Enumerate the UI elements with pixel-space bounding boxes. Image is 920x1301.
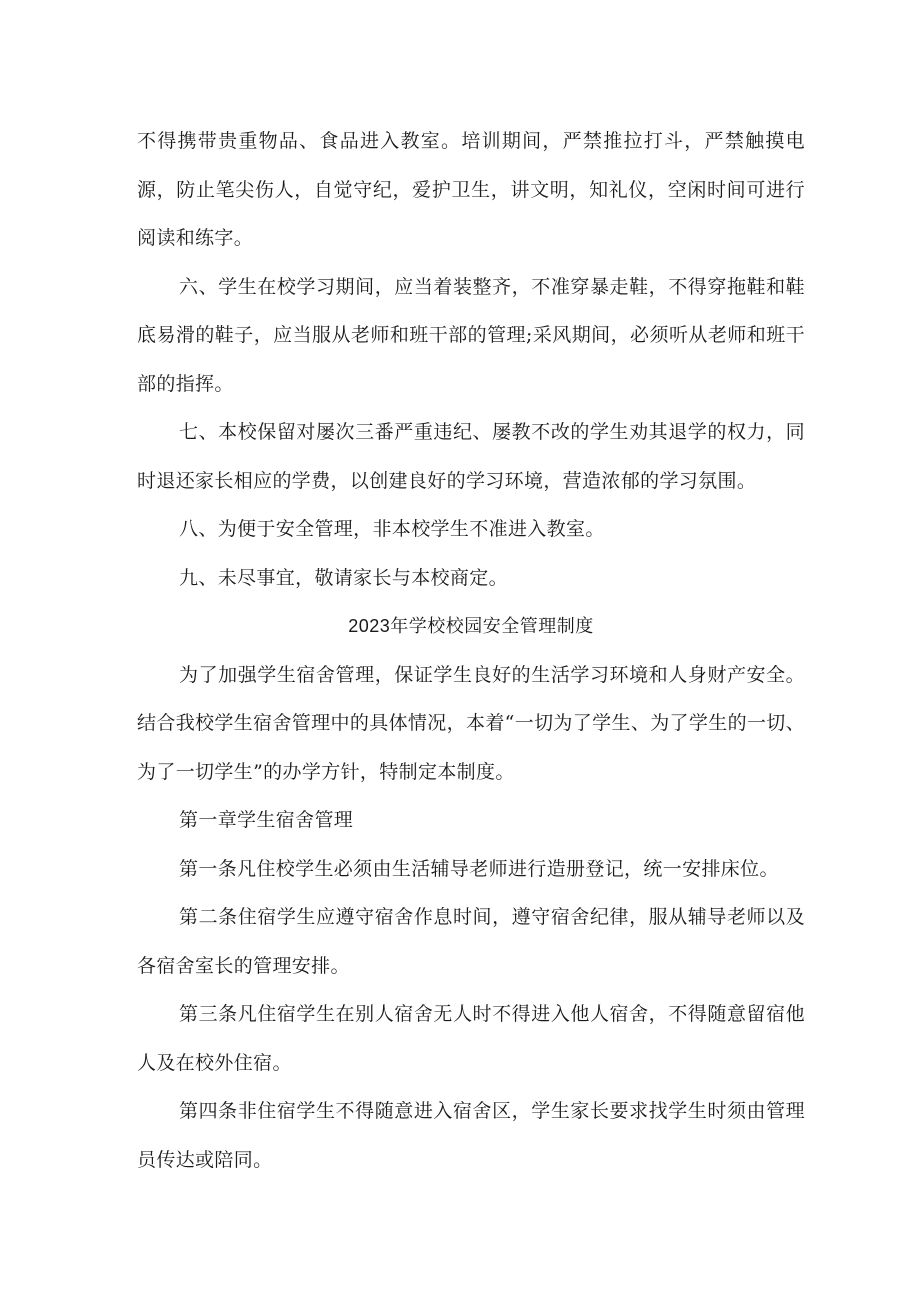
- paragraph-rule-five-continued: 不得携带贵重物品、食品进入教室。培训期间，严禁推拉打斗，严禁触摸电源，防止笔尖伤人，自觉守纪，爱护卫生，讲文明，知礼仪，空闲时间可进行阅读和练字。: [137, 130, 805, 249]
- document-body: [137, 117, 805, 1184]
- paragraph-article-three: 第三条凡住宿学生在别人宿舍无人时不得进入他人宿舍，不得随意留宿他人及在校外住宿。: [137, 1003, 805, 1074]
- section-title: 2023年学校校园安全管理制度: [348, 616, 594, 636]
- paragraph-article-four: 第四条非住宿学生不得随意进入宿舍区，学生家长要求找学生时须由管理员传达或陪同。: [137, 1100, 805, 1171]
- paragraph-rule-eight: 八、为便于安全管理，非本校学生不准进入教室。: [179, 518, 605, 540]
- paragraph-article-two: 第二条住宿学生应遵守宿舍作息时间，遵守宿舍纪律，服从辅导老师以及各宿舍室长的管理安排。: [137, 906, 805, 977]
- paragraph-rule-nine: 九、未尽事宜，敬请家长与本校商定。: [179, 566, 508, 589]
- paragraph-rule-six: 六、学生在校学习期间，应当着装整齐，不准穿暴走鞋，不得穿拖鞋和鞋底易滑的鞋子，应当服从老师和班干部的管理;采风期间，必须听从老师和班干部的指挥。: [137, 275, 805, 395]
- chapter-heading: 第一章学生宿舍管理: [179, 809, 354, 831]
- paragraph-article-one: 第一条凡住校学生必须由生活辅导老师进行造册登记，统一安排床位。: [179, 857, 779, 880]
- paragraph-intro: 为了加强学生宿舍管理，保证学生良好的生活学习环境和人身财产安全。结合我校学生宿舍管理中的具体情况，本着“一切为了学生、为了学生的一切、为了一切学生”的办学方针，特制定本制度。: [137, 663, 805, 783]
- paragraph-rule-seven: 七、本校保留对屡次三番严重违纪、屡教不改的学生劝其退学的权力，同时退还家长相应的学费，以创建良好的学习环境，营造浓郁的学习氛围。: [137, 421, 805, 492]
